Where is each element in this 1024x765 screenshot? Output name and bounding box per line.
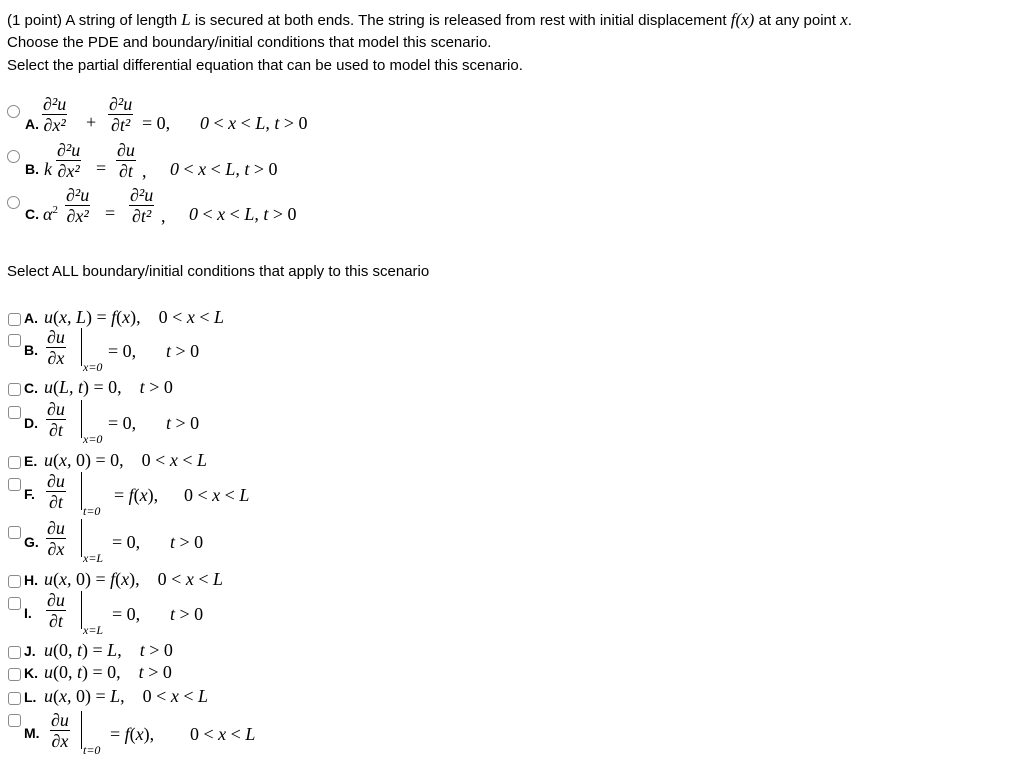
- bc-option-g-math: $\frac{\partial u}{\partial x}$ x=L = 0, t > 0: [47, 518, 204, 565]
- pde-option-a-label: A.: [25, 116, 39, 132]
- pde-option-c-radio[interactable]: [7, 196, 20, 209]
- bc-option-j-label: J.: [24, 643, 36, 659]
- bc-option-e-math: u(x, 0) = 0, 0 < x < L: [44, 450, 207, 470]
- bc-option-k-label: K.: [24, 665, 38, 681]
- bc-option-a-checkbox[interactable]: [8, 313, 21, 326]
- bc-option-b-label: B.: [24, 342, 38, 358]
- bc-option-j-math: u(0, t) = L, t > 0: [44, 640, 173, 660]
- bc-option-f-checkbox[interactable]: [8, 478, 21, 491]
- question-text-line-2: Choose the PDE and boundary/initial conditions that model this scenario.: [7, 34, 492, 51]
- bc-option-b-math: $\frac{\partial u}{\partial x}$ x=0 = 0, t > 0: [47, 327, 200, 374]
- bc-option-d-math: $\frac{\partial u}{\partial t}$ x=0 = 0, t > 0: [47, 399, 200, 446]
- bc-option-c-math: u(L, t) = 0, t > 0: [44, 377, 173, 397]
- bc-option-k-math: u(0, t) = 0, t > 0: [44, 662, 172, 682]
- bc-option-a-math: u(x, L) = f(x), 0 < x < L: [44, 307, 224, 327]
- bc-option-h-label: H.: [24, 572, 38, 588]
- bc-option-c-label: C.: [24, 380, 38, 396]
- bc-option-i-label: I.: [24, 605, 32, 621]
- bc-prompt: Select ALL boundary/initial conditions that apply to this scenario: [7, 263, 430, 280]
- bc-option-g-checkbox[interactable]: [8, 526, 21, 539]
- bc-option-b-checkbox[interactable]: [8, 334, 21, 347]
- bc-option-e-checkbox[interactable]: [8, 456, 21, 469]
- bc-option-j-checkbox[interactable]: [8, 646, 21, 659]
- bc-option-m-checkbox[interactable]: [8, 714, 21, 727]
- bc-option-l-math: u(x, 0) = L, 0 < x < L: [44, 686, 208, 706]
- bc-option-f-label: F.: [24, 486, 35, 502]
- bc-option-g-label: G.: [24, 534, 39, 550]
- bc-option-m-label: M.: [24, 725, 40, 741]
- pde-option-b-label: B.: [25, 161, 39, 177]
- bc-option-d-checkbox[interactable]: [8, 406, 21, 419]
- bc-option-f-math: $\frac{\partial u}{\partial t}$ t=0 = f(x), 0 < x < L: [47, 471, 250, 518]
- bc-option-h-checkbox[interactable]: [8, 575, 21, 588]
- question-text-line-1: (1 point) A string of length L is secured at both ends. The string is released from rest with initial displacement f(x) at any point x.: [7, 10, 852, 29]
- bc-option-k-checkbox[interactable]: [8, 668, 21, 681]
- bc-option-m-math: $\frac{\partial u}{\partial x}$ t=0 = f(x), 0 < x < L: [51, 710, 256, 757]
- bc-option-c-checkbox[interactable]: [8, 383, 21, 396]
- bc-option-l-label: L.: [24, 689, 37, 705]
- bc-option-d-label: D.: [24, 415, 38, 431]
- bc-option-e-label: E.: [24, 453, 38, 469]
- pde-option-b-radio[interactable]: [7, 150, 20, 163]
- pde-option-c-label: C.: [25, 206, 39, 222]
- question-text-line-3: Select the partial differential equation that can be used to model this scenario.: [7, 57, 523, 74]
- bc-option-i-checkbox[interactable]: [8, 597, 21, 610]
- bc-option-l-checkbox[interactable]: [8, 692, 21, 705]
- bc-option-a-label: A.: [24, 310, 38, 326]
- pde-option-a-radio[interactable]: [7, 105, 20, 118]
- bc-option-i-math: $\frac{\partial u}{\partial t}$ x=L = 0, t > 0: [47, 590, 204, 637]
- bc-option-h-math: u(x, 0) = f(x), 0 < x < L: [44, 569, 223, 589]
